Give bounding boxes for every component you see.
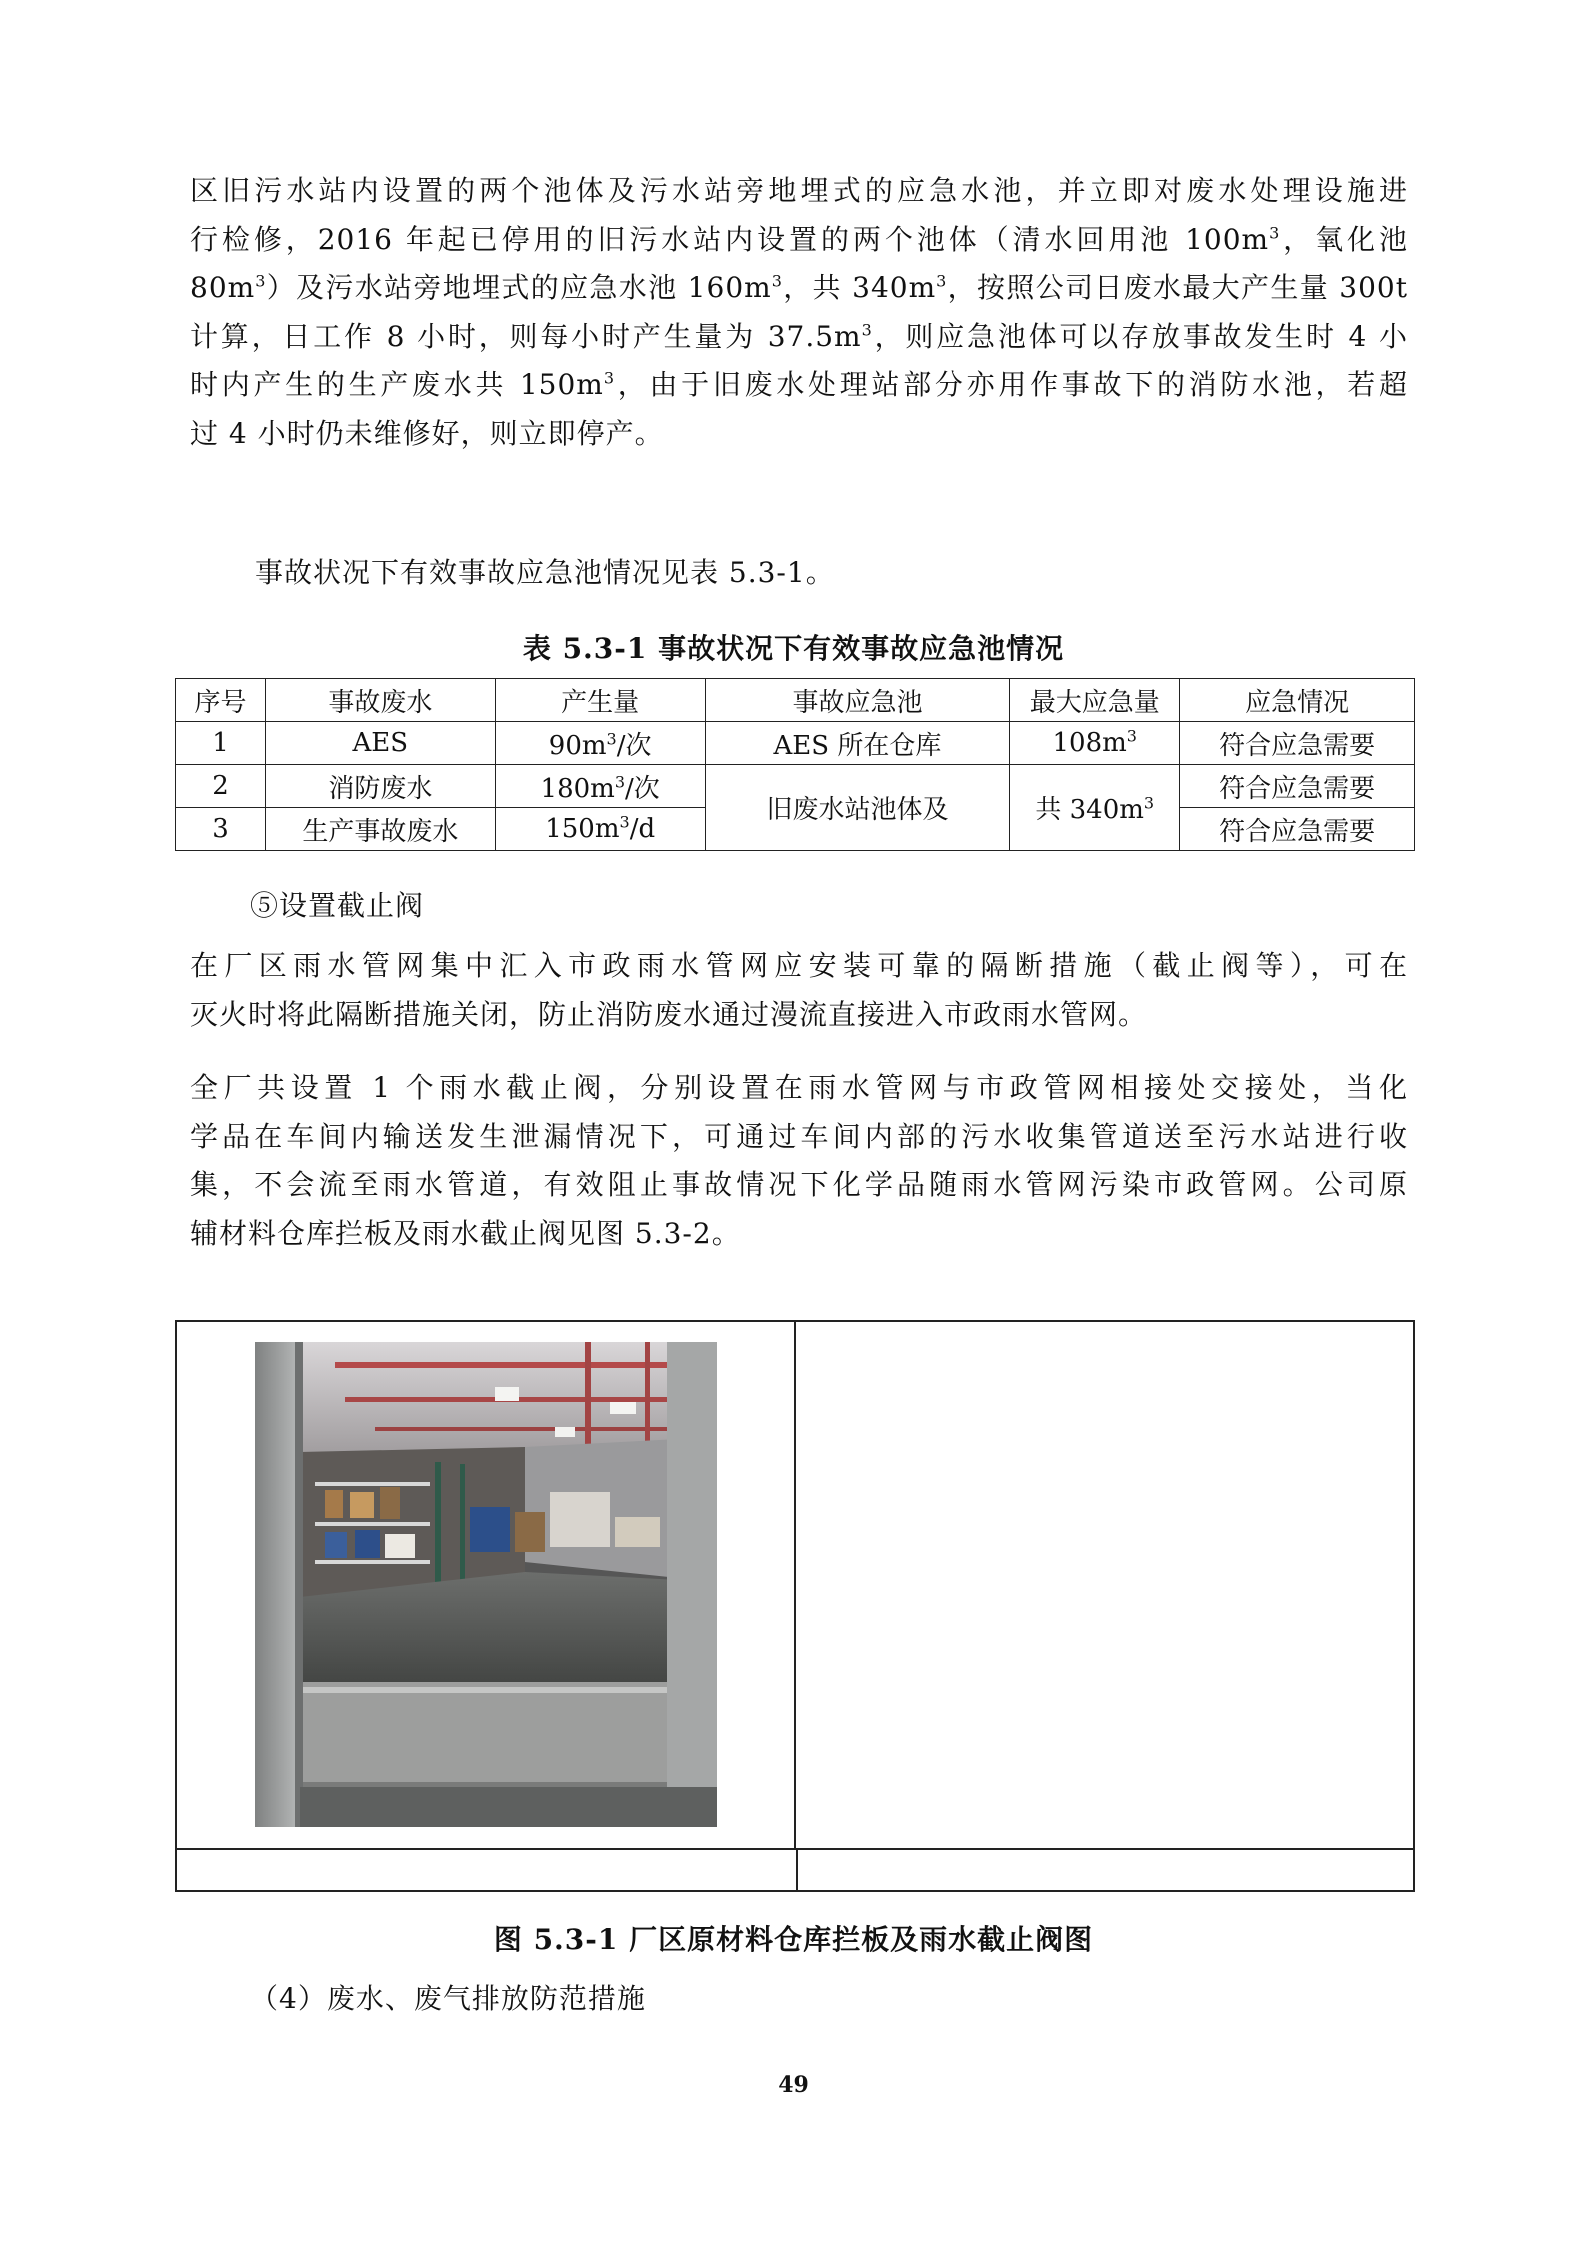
table-header: 事故应急池 bbox=[705, 679, 1010, 722]
paragraph-line: 过 4 小时仍未维修好，则立即停产。 bbox=[190, 416, 664, 450]
paragraph-valve-description bbox=[190, 1064, 1408, 1258]
cell-amount: $150m^3/d$ bbox=[495, 808, 705, 851]
figure-frame bbox=[175, 1320, 1415, 1892]
section-heading-emission: （4）废水、废气排放防范措施 bbox=[250, 1982, 646, 2015]
warehouse-photo bbox=[255, 1342, 717, 1827]
paragraph-valve-install bbox=[190, 942, 1408, 1039]
cell-water: 生产事故废水 bbox=[265, 808, 495, 851]
table-header: 最大应急量 bbox=[1010, 679, 1180, 722]
figure-bottom-divider bbox=[796, 1848, 798, 1890]
paragraph-line: 时内产生的生产废水共 $150m^3$，由于旧废水处理站部分亦用作事故下的消防水池，若超 bbox=[190, 368, 1408, 401]
paragraph-line: 集，不会流至雨水管道，有效阻止事故情况下化学品随雨水管网污染市政管网。公司原 bbox=[190, 1168, 1408, 1201]
emergency-pool-table bbox=[175, 678, 1415, 851]
table-row bbox=[176, 722, 1415, 765]
section-heading-valve: ⑤设置截止阀 bbox=[250, 889, 425, 922]
table-header: 应急情况 bbox=[1180, 679, 1415, 722]
cell-status: 符合应急需要 bbox=[1180, 722, 1415, 765]
cell-pool: AES 所在仓库 bbox=[705, 722, 1010, 765]
paragraph-line: 辅材料仓库拦板及雨水截止阀见图 5.3-2。 bbox=[190, 1216, 741, 1250]
warehouse-photo-drawing bbox=[255, 1342, 717, 1827]
paragraph-line: 计算，日工作 8 小时，则每小时产生量为 $37.5m^3$，则应急池体可以存放事故发生时 4 小 bbox=[190, 319, 1408, 353]
table-header: 产生量 bbox=[495, 679, 705, 722]
figure-cell-left bbox=[177, 1322, 796, 1848]
table-header-row bbox=[176, 679, 1415, 722]
cell-water: AES bbox=[265, 722, 495, 765]
paragraph-line: 在厂区雨水管网集中汇入市政雨水管网应安装可靠的隔断措施（截止阀等），可在 bbox=[190, 949, 1408, 982]
paragraph-line: 区旧污水站内设置的两个池体及污水站旁地埋式的应急水池，并立即对废水处理设施进 bbox=[190, 174, 1408, 207]
figure-bottom-row bbox=[177, 1848, 1413, 1850]
cell-amount: $90m^3/$次 bbox=[495, 722, 705, 765]
cell-no: 2 bbox=[176, 765, 266, 808]
table-header: 事故废水 bbox=[265, 679, 495, 722]
paragraph-emergency-pool bbox=[190, 167, 1408, 458]
cell-max-merged: 共 $340m^3$ bbox=[1010, 765, 1180, 851]
figure-caption: 图 5.3-1 厂区原材料仓库拦板及雨水截止阀图 bbox=[493, 1923, 1094, 1956]
cell-no: 1 bbox=[176, 722, 266, 765]
paragraph-line: $80m^3$）及污水站旁地埋式的应急水池 $160m^3$，共 $340m^3$，按照公司日废水最大产生量 300t bbox=[190, 271, 1408, 304]
table-caption: 表 5.3-1 事故状况下有效事故应急池情况 bbox=[522, 632, 1065, 665]
paragraph-table-reference: 事故状况下有效事故应急池情况见表 5.3-1。 bbox=[255, 556, 835, 589]
page-number: 49 bbox=[778, 2072, 809, 2098]
cell-water: 消防废水 bbox=[265, 765, 495, 808]
paragraph-line: 全厂共设置 1 个雨水截止阀，分别设置在雨水管网与市政管网相接处交接处，当化 bbox=[190, 1071, 1408, 1104]
cell-no: 3 bbox=[176, 808, 266, 851]
table-row bbox=[176, 765, 1415, 808]
cell-status: 符合应急需要 bbox=[1180, 808, 1415, 851]
cell-max: $108m^3$ bbox=[1010, 722, 1180, 765]
table-header: 序号 bbox=[176, 679, 266, 722]
cell-amount: $180m^3/$次 bbox=[495, 765, 705, 808]
cell-pool-merged: 旧废水站池体及 bbox=[705, 765, 1010, 851]
paragraph-line: 学品在车间内输送发生泄漏情况下，可通过车间内部的污水收集管道送至污水站进行收 bbox=[190, 1119, 1408, 1153]
cell-status: 符合应急需要 bbox=[1180, 765, 1415, 808]
paragraph-line: 行检修，2016 年起已停用的旧污水站内设置的两个池体（清水回用池 $100m^3$，氧化池 bbox=[190, 222, 1408, 256]
paragraph-line: 灭火时将此隔断措施关闭，防止消防废水通过漫流直接进入市政雨水管网。 bbox=[190, 997, 1148, 1031]
